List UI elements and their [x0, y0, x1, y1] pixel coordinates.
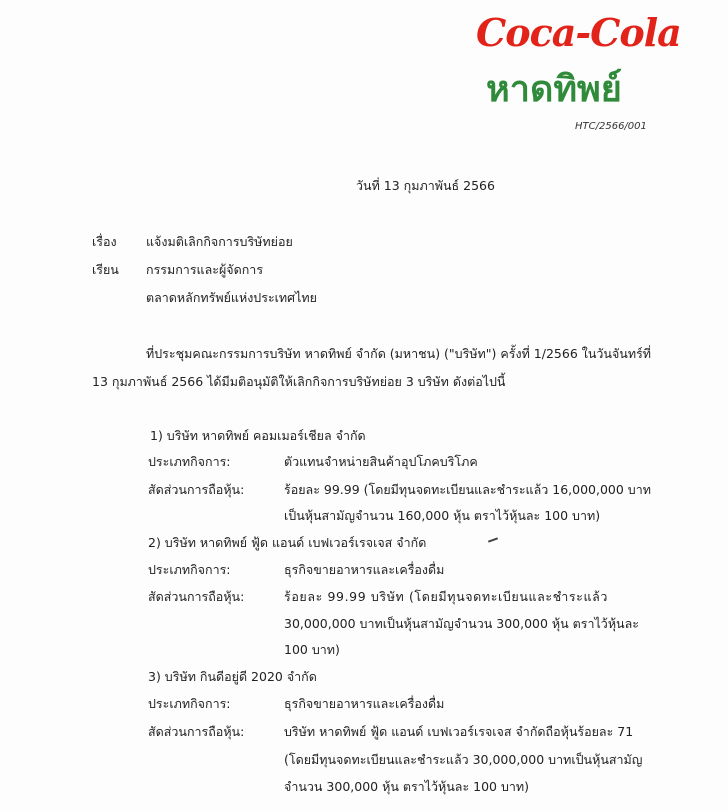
- haadthip-logo: หาดทิพย์: [486, 69, 622, 110]
- subject-text: แจ้งมติเลิกกิจการบริษัทย่อย: [146, 234, 293, 249]
- company-3-business-label: ประเภทกิจการ:: [148, 696, 231, 711]
- company-3-title: 3) บริษัท กินดีอยู่ดี 2020 จำกัด: [148, 669, 317, 684]
- company-1-title: 1) บริษัท หาดทิพย์ คอมเมอร์เชียล จำกัด: [150, 428, 366, 443]
- company-1-business: ตัวแทนจำหน่ายสินค้าอุปโภคบริโภค: [284, 454, 478, 469]
- intro-line-1: ที่ประชุมคณะกรรมการบริษัท หาดทิพย์ จำกัด (มหาชน) ("บริษัท") ครั้งที่ 1/2566 ในวันจันทร์ที่: [146, 346, 652, 361]
- company-2-business: ธุรกิจขายอาหารและเครื่องดื่ม: [284, 562, 445, 577]
- company-1-holding-line-1: ร้อยละ 99.99 (โดยมีทุนจดทะเบียนและชำระแล้ว 16,000,000 บาท: [284, 482, 651, 497]
- company-2-title: 2) บริษัท หาดทิพย์ ฟู้ด แอนด์ เบฟเวอร์เรจเจส จำกัด: [148, 535, 427, 550]
- intro-line-2: 13 กุมภาพันธ์ 2566 ได้มีมติอนุมัติให้เลิกกิจการบริษัทย่อย 3 บริษัท ดังต่อไปนี้: [92, 374, 506, 389]
- company-2-holding-line-1: ร้อยละ 99.99 บริษัท (โดยมีทุนจดทะเบียนและชำระแล้ว: [284, 589, 608, 604]
- company-3-holding-line-3: จำนวน 300,000 หุ้น ตราไว้หุ้นละ 100 บาท): [284, 779, 530, 794]
- company-3-holding-line-2: (โดยมีทุนจดทะเบียนและชำระแล้ว 30,000,000 บาทเป็นหุ้นสามัญ: [284, 752, 643, 767]
- company-2-holding-label: สัดส่วนการถือหุ้น:: [148, 589, 245, 604]
- company-2-holding-line-2: 30,000,000 บาทเป็นหุ้นสามัญจำนวน 300,000 หุ้น ตราไว้หุ้นละ: [284, 616, 639, 631]
- company-3-business: ธุรกิจขายอาหารและเครื่องดื่ม: [284, 696, 445, 711]
- subject-label: เรื่อง: [92, 234, 117, 249]
- recipient-line-1: กรรมการและผู้จัดการ: [146, 262, 264, 277]
- recipient-label: เรียน: [92, 262, 119, 277]
- recipient-line-2: ตลาดหลักทรัพย์แห่งประเทศไทย: [146, 290, 317, 305]
- company-2-business-label: ประเภทกิจการ:: [148, 562, 231, 577]
- company-3-holding-line-1: บริษัท หาดทิพย์ ฟู้ด แอนด์ เบฟเวอร์เรจเจส จำกัดถือหุ้นร้อยละ 71: [284, 724, 634, 739]
- reference-number: HTC/2566/001: [575, 121, 647, 132]
- company-3-holding-label: สัดส่วนการถือหุ้น:: [148, 724, 245, 739]
- company-1-business-label: ประเภทกิจการ:: [148, 454, 231, 469]
- coca-cola-logo: Coca-Cola: [476, 10, 681, 55]
- document-date: วันที่ 13 กุมภาพันธ์ 2566: [356, 178, 495, 193]
- company-1-holding-label: สัดส่วนการถือหุ้น:: [148, 482, 245, 497]
- company-1-holding-line-2: เป็นหุ้นสามัญจำนวน 160,000 หุ้น ตราไว้หุ้นละ 100 บาท): [284, 508, 601, 523]
- pen-mark: [488, 537, 498, 542]
- company-2-holding-line-3: 100 บาท): [284, 642, 340, 657]
